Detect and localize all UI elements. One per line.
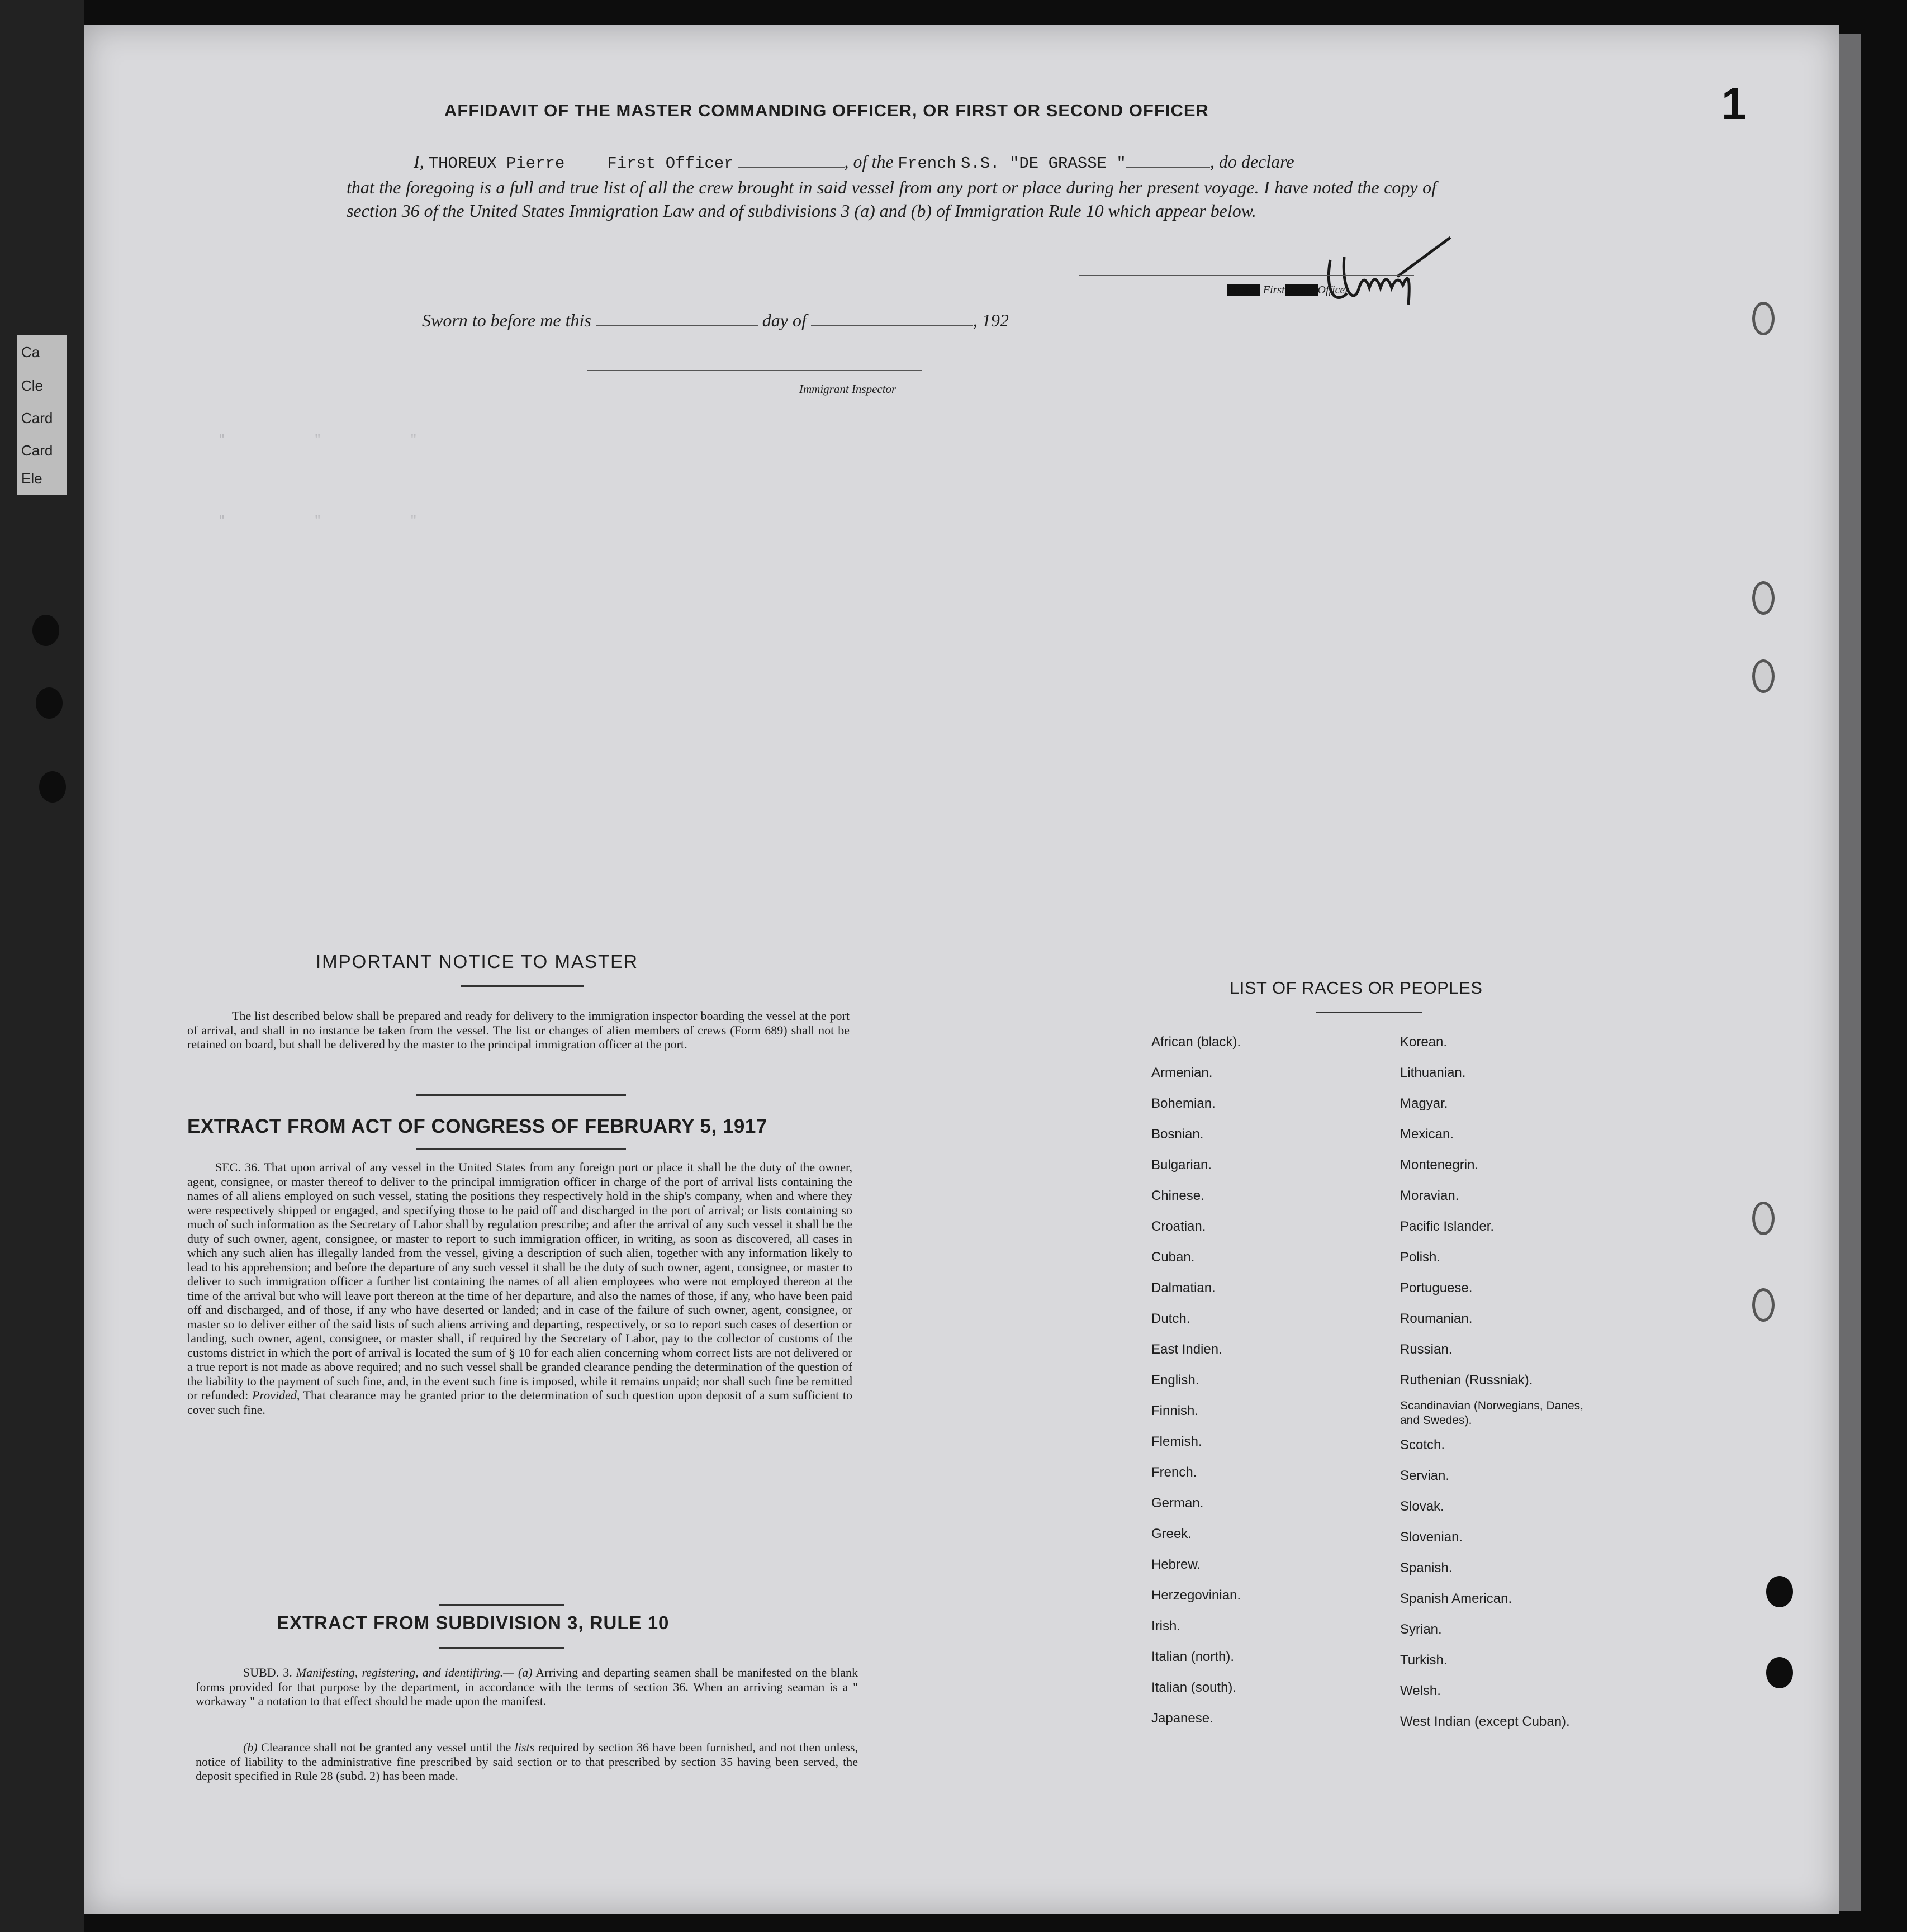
inspector-caption: Immigrant Inspector [799, 382, 896, 396]
first-text: First [1263, 284, 1285, 296]
race-item: Chinese. [1151, 1188, 1204, 1203]
stub-tab: Card [17, 401, 67, 435]
divider [439, 1604, 564, 1606]
binder-hole [1752, 302, 1775, 335]
of-the-text: , of the [844, 151, 894, 172]
sec-36-text: That upon arrival of any vessel in the United States from any foreign port or place it shall be the duty of the owner, agent, consignee, or master thereof to deliver to the principal immigration officer in charge of the port of arrival lists containing the names of all aliens employed on such vessel, stating the positions they respectively hold in the ship's company, when and where they were respectively shipped or engaged, and specifying those to be paid off and discharged in the port of arrival; or lists containing so much of such information as the Secretary of Labor shall by regulation prescribe; and after the arrival of any such vessel it shall be the duty of such owner, agent, consignee, or master to report to such immigration officer, in writing, as soon as discovered, all cases in which any such alien has illegally landed from the vessel, giving a description of such alien, together with any information likely to lead to his apprehension; and before the departure of any such vessel it shall be the duty of such owner, agent, consignee, or master to deliver to such immigration officer a further list containing the names of all alien employees who were not employed thereon at the time of the arrival but who will leave port thereon at the time of her departure, and also the names of those, if any, who have been paid off and discharged, and of those, if any who have deserted or landed; and in case of the failure of such owner, agent, consignee, or master so to deliver either of the said lists of such aliens arriving and departing, respectively, or so to report such cases of desertion or landing, such owner, agent, consignee, or master shall, if required by the Secretary of Labor, pay to the collector of customs of the customs district in which the port of arrival is located the sum of § 10 for each alien concerning whom correct lists are not delivered or a true report is not made as above required; and no such vessel shall be granded clearance pending the determination of the question of the liability to the payment of such fine, and, in the event such fine is imposed, while it remains unpaid; nor shall such fine be remitted or refunded: [187, 1160, 852, 1402]
declaration-first-line [347, 150, 1436, 175]
bleed-through-text: " " " [218, 514, 418, 528]
subd-b-text-1: Clearance shall not be granted any vessel until the [260, 1740, 511, 1754]
race-item: Pacific Islander. [1400, 1219, 1495, 1234]
officer-name: THOREUX Pierre [428, 154, 565, 173]
page-number-mark: 1 [1721, 79, 1747, 129]
sworn-line [422, 310, 1009, 331]
binder-hole [1752, 659, 1775, 693]
struck-second-text: Second [1284, 284, 1318, 296]
races-list-title: LIST OF RACES OR PEOPLES [1230, 978, 1483, 998]
extract-rule-title: EXTRACT FROM SUBDIVISION 3, RULE 10 [277, 1612, 670, 1633]
race-item: Greek. [1151, 1526, 1192, 1541]
race-item: Japanese. [1151, 1711, 1213, 1726]
divider [416, 1094, 626, 1096]
sworn-prefix: Sworn to before me this [422, 310, 591, 330]
race-item: Finnish. [1151, 1403, 1199, 1418]
divider [416, 1148, 626, 1150]
race-item: African (black). [1151, 1034, 1241, 1050]
divider [439, 1647, 564, 1649]
divider [461, 985, 584, 987]
extract-rule-subd-b [196, 1740, 858, 1783]
stub-tab: Ele [17, 462, 67, 495]
binder-hole [1766, 1576, 1793, 1607]
notice-title: IMPORTANT NOTICE TO MASTER [316, 951, 639, 972]
subd-b-label: (b) [243, 1740, 258, 1754]
officer-rank: First Officer [607, 154, 734, 173]
declaration-body: that the foregoing is a full and true list of all the crew brought in said vessel from any port or place during her present voyage. I have noted the copy of section 36 of the United States Immigration Law and of subdivisions 3 (a) and (b) of Immigration Rule 10 which appear below. [347, 177, 1436, 221]
underlying-page-edge [1839, 34, 1861, 1911]
race-item: Slovak. [1400, 1499, 1444, 1514]
inspector-signature-line [587, 370, 922, 371]
officer-caption [1227, 284, 1349, 297]
race-item: Irish. [1151, 1618, 1181, 1634]
race-item: Ruthenian (Russniak). [1400, 1373, 1533, 1388]
extract-act-body [187, 1160, 852, 1417]
race-item: Russian. [1400, 1342, 1453, 1357]
divider [1316, 1012, 1422, 1013]
race-item: Flemish. [1151, 1434, 1202, 1449]
vessel-nationality: French [898, 154, 956, 173]
race-item: Herzegovinian. [1151, 1588, 1241, 1603]
race-item: Dalmatian. [1151, 1280, 1216, 1295]
race-item: West Indian (except Cuban). [1400, 1714, 1570, 1729]
race-item: Welsh. [1400, 1683, 1441, 1698]
bleed-through-text: " " " [218, 433, 418, 447]
binder-hole [36, 687, 63, 719]
subd-a-label: (a) [518, 1665, 533, 1679]
subd-3-label: SUBD. 3. [243, 1665, 292, 1679]
races-left-column [1151, 1027, 1241, 1734]
race-item: English. [1151, 1373, 1199, 1388]
race-item: Polish. [1400, 1250, 1441, 1265]
declaration-i: I, [414, 151, 424, 172]
race-item: Servian. [1400, 1468, 1450, 1483]
race-item: Montenegrin. [1400, 1157, 1479, 1173]
binder-hole [39, 771, 66, 803]
provided-label: Provided, [252, 1388, 300, 1402]
subd-a-text: Arriving and departing seamen shall be manifested on the blank forms provided for that purpose by the department, in accordance with the terms of section 36. When an arriving seaman is a " workaway " a notation to that effect should be made upon the manifest. [196, 1665, 858, 1708]
race-item: Slovenian. [1400, 1530, 1463, 1545]
race-item: Turkish. [1400, 1653, 1448, 1668]
binder-hole [32, 615, 59, 646]
race-item: Magyar. [1400, 1096, 1448, 1111]
affidavit-heading: AFFIDAVIT OF THE MASTER COMMANDING OFFICER, OR FIRST OR SECOND OFFICER [444, 101, 1209, 120]
officer-signature [1313, 226, 1459, 310]
sworn-day-of: day of [762, 310, 807, 330]
subd-b-lists: lists [514, 1740, 535, 1754]
race-item: Italian (north). [1151, 1649, 1235, 1664]
vessel-name: S.S. "DE GRASSE " [960, 154, 1126, 173]
stub-tab: Card [17, 434, 67, 467]
binder-hole [1752, 1288, 1775, 1322]
race-item: Cuban. [1151, 1250, 1195, 1265]
binder-hole [1752, 581, 1775, 615]
race-item: Hebrew. [1151, 1557, 1201, 1572]
declaration-text [347, 150, 1436, 222]
race-item: Bohemian. [1151, 1096, 1216, 1111]
subd-b-text-2: required by section 36 have been furnished, and not then unless, notice of liability to the administrative fine prescribed by said section or to that prescribed by section 35 having been served, the deposit specified in Rule 28 (subd. 2) has been made. [196, 1740, 858, 1783]
race-item: French. [1151, 1465, 1197, 1480]
adjacent-page-edge [0, 0, 84, 1932]
race-item: Dutch. [1151, 1311, 1190, 1326]
sworn-year: , 192 [973, 310, 1009, 330]
race-item: Moravian. [1400, 1188, 1459, 1203]
race-item: Syrian. [1400, 1622, 1442, 1637]
race-item: Spanish American. [1400, 1591, 1512, 1606]
do-declare-text: , do declare [1209, 151, 1294, 172]
officer-signature-line [1079, 275, 1414, 276]
stub-tab: Ca [17, 335, 67, 369]
provided-text: That clearance may be granted prior to the determination of such question upon deposit of a sum sufficient to cover such fine. [187, 1388, 853, 1417]
race-item: Korean. [1400, 1034, 1448, 1050]
extract-rule-subd-a [196, 1665, 858, 1708]
struck-master-text: Master, [1227, 284, 1260, 296]
extract-act-title: EXTRACT FROM ACT OF CONGRESS OF FEBRUARY 5, 1917 [187, 1115, 767, 1137]
race-item: Portuguese. [1400, 1280, 1473, 1295]
race-item: East Indien. [1151, 1342, 1222, 1357]
race-item: Roumanian. [1400, 1311, 1473, 1326]
stub-tab: Cle [17, 369, 67, 402]
binder-hole [1766, 1657, 1793, 1688]
race-item: Spanish. [1400, 1560, 1453, 1575]
race-item: Scotch. [1400, 1437, 1445, 1452]
race-item: Mexican. [1400, 1127, 1454, 1142]
officer-text: Officer [1317, 284, 1350, 296]
race-item: Bosnian. [1151, 1127, 1204, 1142]
binder-hole [1752, 1202, 1775, 1235]
race-item: Scandinavian (Norwegians, Danes, and Swedes). [1400, 1399, 1584, 1427]
race-item: Lithuanian. [1400, 1065, 1466, 1080]
race-item: Armenian. [1151, 1065, 1213, 1080]
race-item: German. [1151, 1496, 1204, 1511]
race-item: Italian (south). [1151, 1680, 1237, 1695]
notice-body: The list described below shall be prepared and ready for delivery to the immigration inspector boarding the vessel at the port of arrival, and shall in no instance be taken from the vessel. The list or changes of alien members of crews (Form 689) shall not be retained on board, but shall be delivered by the master to the principal immigration officer at the port. [187, 1009, 850, 1051]
races-right-column [1400, 1027, 1596, 1737]
race-item: Bulgarian. [1151, 1157, 1212, 1173]
subd-3-title: Manifesting, registering, and identifiring.— [296, 1665, 514, 1679]
sec-36-label: SEC. 36. [215, 1160, 260, 1174]
race-item: Croatian. [1151, 1219, 1206, 1234]
